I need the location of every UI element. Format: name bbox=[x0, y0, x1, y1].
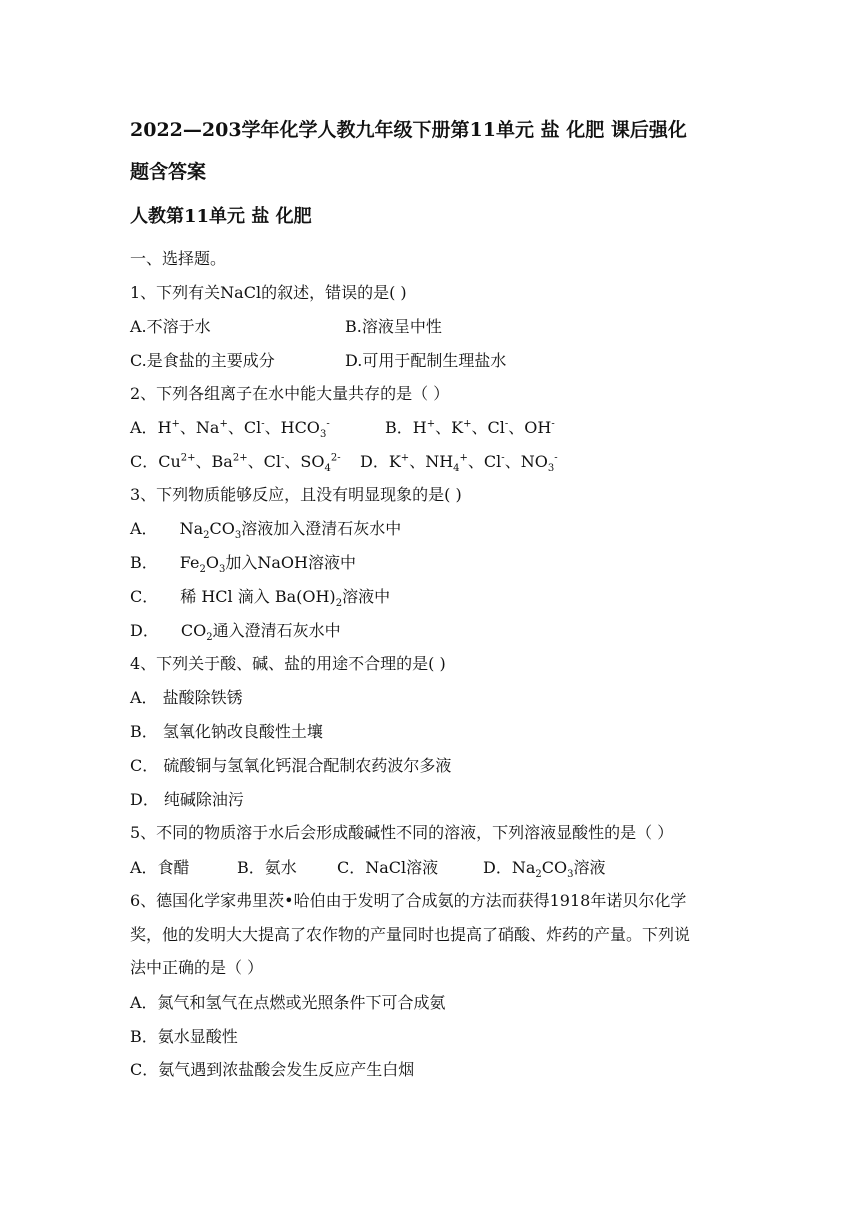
q3-b-label: B． bbox=[130, 553, 158, 572]
q2-option-c: C．$Cu^{2+}$、$Ba^{2+}$、Cl-、$SO_4^{2-}$ bbox=[130, 452, 341, 475]
q3-option-c: C． 稀 HCl 滴入 $Ba(OH)_2$溶液中 bbox=[130, 587, 391, 610]
q6-stem-line1: 6、德国化学家弗里茨•哈伯由于发明了合成氨的方法而获得1918年诺贝尔化学 bbox=[130, 891, 687, 910]
q4-option-d: D． 纯碱除油污 bbox=[130, 790, 244, 809]
q3-a-label: A． bbox=[130, 519, 158, 538]
q4-stem: 4、下列关于酸、碱、盐的用途不合理的是( ) bbox=[130, 654, 446, 673]
q6-option-a: A．氮气和氢气在点燃或光照条件下可合成氨 bbox=[130, 993, 446, 1012]
document-title-line1: 2022—203学年化学人教九年级下册第11单元 盐 化肥 课后强化 bbox=[130, 119, 687, 141]
q2-c-label: C． bbox=[130, 452, 159, 471]
q3-option-b: B． $Fe_2O_3$加入NaOH溶液中 bbox=[130, 553, 356, 576]
q2-d-label: D． bbox=[360, 452, 389, 471]
q3-a-text: 溶液加入澄清石灰水中 bbox=[241, 519, 402, 538]
q1-option-c: C.是食盐的主要成分 bbox=[130, 351, 275, 370]
q2-option-d: D．K+、$NH_4^+$、Cl-、$NO_3^-$ bbox=[360, 452, 558, 475]
q1-stem: 1、下列有关NaCl的叙述，错误的是( ) bbox=[130, 283, 407, 302]
q4-option-b: B． 氢氧化钠改良酸性土壤 bbox=[130, 722, 323, 741]
q5-option-c: C．NaCl溶液 bbox=[337, 858, 439, 877]
q1-option-b: B.溶液呈中性 bbox=[345, 317, 442, 336]
q6-option-c: C．氨气遇到浓盐酸会发生反应产生白烟 bbox=[130, 1060, 415, 1079]
q3-c-text: 溶液中 bbox=[342, 587, 391, 606]
q4-option-a: A． 盐酸除铁锈 bbox=[130, 688, 243, 707]
q5-option-a: A．食醋 bbox=[130, 858, 190, 877]
q1-option-a: A.不溶于水 bbox=[130, 317, 211, 336]
q6-stem-line2: 奖，他的发明大大提高了农作物的产量同时也提高了硝酸、炸药的产量。下列说 bbox=[130, 925, 691, 944]
q6-stem-line3: 法中正确的是（ ） bbox=[130, 958, 264, 977]
document-title-line2: 题含答案 bbox=[130, 161, 207, 183]
q3-c-label: C． bbox=[130, 587, 159, 606]
q3-option-d: D． $CO_2$通入澄清石灰水中 bbox=[130, 621, 341, 644]
q2-option-b: B．H+、K+、Cl-、OH- bbox=[385, 418, 555, 437]
q1-option-d: D.可用于配制生理盐水 bbox=[345, 351, 507, 370]
q2-a-label: A． bbox=[130, 418, 158, 437]
q4-option-c: C． 硫酸铜与氢氧化钙混合配制农药波尔多液 bbox=[130, 756, 452, 775]
q3-option-a: A． $Na_2CO_3$溶液加入澄清石灰水中 bbox=[130, 519, 402, 542]
q5-d-label: D． bbox=[483, 858, 512, 877]
q2-stem: 2、下列各组离子在水中能大量共存的是（ ） bbox=[130, 384, 450, 403]
q5-option-d: D．$Na_2CO_3$溶液 bbox=[483, 858, 606, 881]
q3-d-text: 通入澄清石灰水中 bbox=[212, 621, 341, 640]
q3-d-label: D． bbox=[130, 621, 159, 640]
q6-option-b: B．氨水显酸性 bbox=[130, 1027, 238, 1046]
q5-d-text: 溶液 bbox=[573, 858, 606, 877]
q2-b-label: B． bbox=[385, 418, 413, 437]
q5-stem: 5、不同的物质溶于水后会形成酸碱性不同的溶液，下列溶液显酸性的是（ ） bbox=[130, 823, 674, 842]
section-heading: 一、选择题。 bbox=[130, 249, 227, 268]
q3-stem: 3、下列物质能够反应，且没有明显现象的是( ) bbox=[130, 485, 462, 504]
unit-heading: 人教第11单元 盐 化肥 bbox=[130, 206, 312, 227]
q5-option-b: B．氨水 bbox=[237, 858, 297, 877]
q2-option-a: A．H+、Na+、Cl-、$HCO_3^-$ bbox=[130, 418, 330, 441]
q3-b-text: 加入NaOH溶液中 bbox=[225, 553, 356, 572]
